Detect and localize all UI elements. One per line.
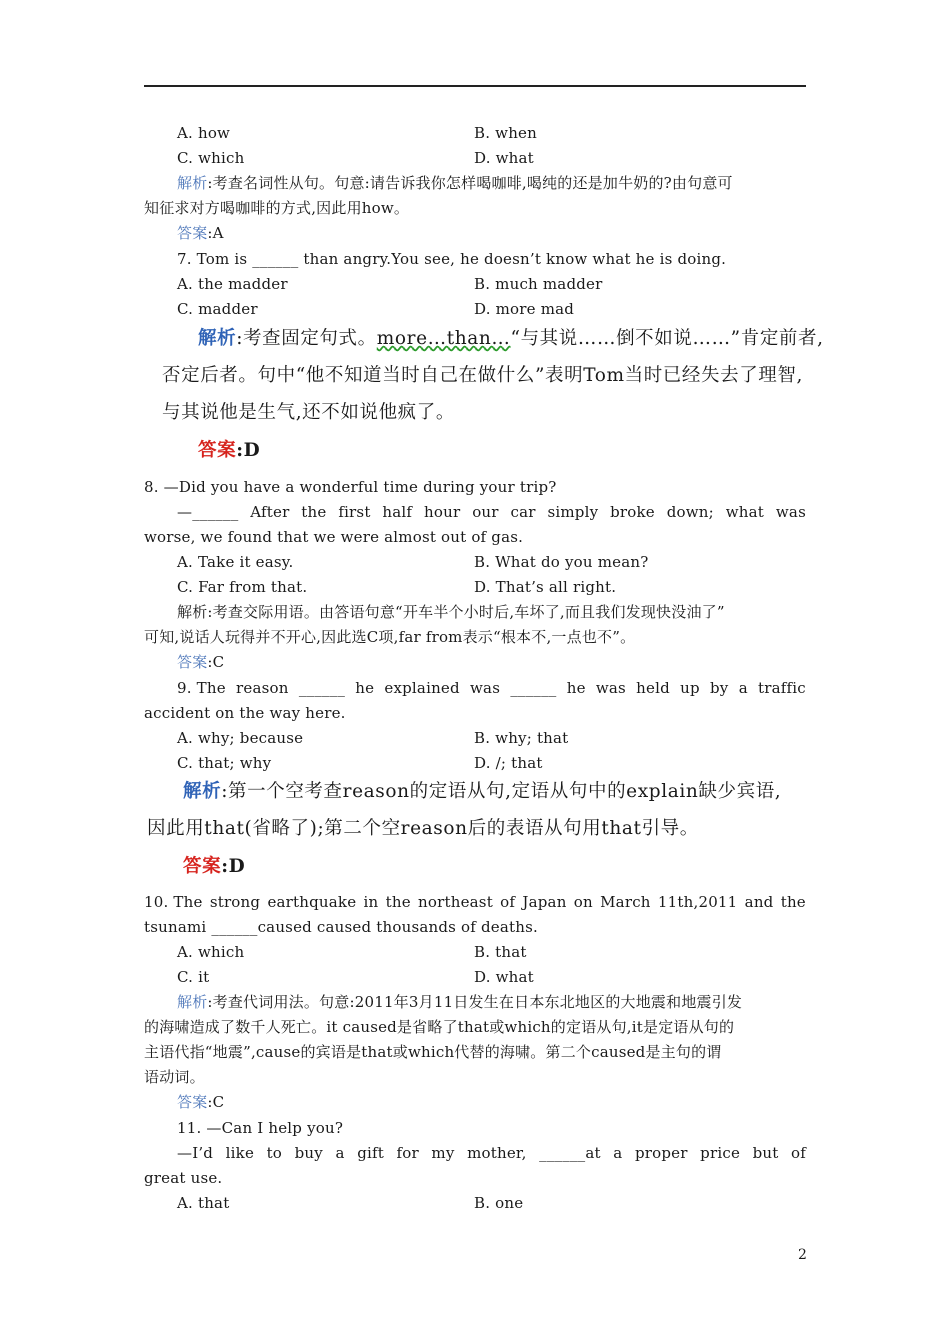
q9-answer: 答案:D — [183, 856, 246, 877]
q6-analysis-line-2: 知征求对方喝咖啡的方式,因此用how。 — [144, 199, 410, 217]
q6-option-c: C. which — [177, 149, 245, 167]
q10-option-c: C. it — [177, 968, 210, 986]
q8-option-b: B. What do you mean? — [474, 553, 649, 571]
q7-analysis-line-3: 与其说他是生气,还不如说他疯了。 — [162, 402, 455, 423]
q7-answer: 答案:D — [198, 440, 261, 461]
q9-analysis-line-1: 解析:第一个空考查reason的定语从句,定语从句中的explain缺少宾语, — [183, 781, 782, 802]
q11-option-a: A. that — [177, 1194, 230, 1212]
q6-option-d: D. what — [474, 149, 534, 167]
q9-option-a: A. why; because — [177, 729, 304, 747]
q8-analysis-line-2: 可知,说话人玩得并不开心,因此选C项,far from表示“根本不,一点也不”。 — [144, 628, 636, 646]
q10-analysis-line-2: 的海啸造成了数千人死亡。it caused是省略了that或which的定语从句,it是定语从句的 — [144, 1018, 735, 1036]
q9-answer-label: 答案 — [183, 856, 222, 877]
q7-stem: 7. Tom is ______ than angry.You see, he doesn’t know what he is doing. — [177, 250, 727, 268]
q10-option-a: A. which — [177, 943, 245, 961]
q10-analysis-line-1: 解析:考查代词用法。句意:2011年3月11日发生在日本东北地区的大地震和地震引发 — [177, 993, 743, 1011]
q8-option-c: C. Far from that. — [177, 578, 308, 596]
q6-option-a: A. how — [177, 124, 231, 142]
q10-option-d: D. what — [474, 968, 534, 986]
q11-stem-line-2: —I’d like to buy a gift for my mother, ______at a proper price but of — [177, 1144, 806, 1162]
q8-option-a: A. Take it easy. — [177, 553, 294, 571]
q7-analysis-label: 解析 — [198, 328, 237, 349]
q11-stem-line-3: great use. — [144, 1169, 223, 1187]
q9-option-b: B. why; that — [474, 729, 569, 747]
page-number: 2 — [798, 1247, 807, 1263]
q7-analysis-line-1: 解析:考查固定句式。more…than…“与其说……倒不如说……”肯定前者, — [198, 328, 824, 349]
q8-stem-line-2: —______ After the first half hour our car simply broke down; what was — [177, 503, 806, 521]
q9-option-d: D. /; that — [474, 754, 543, 772]
q10-analysis-line-3: 主语代指“地震”,cause的宾语是that或which代替的海啸。第二个caused是主句的谓 — [144, 1043, 722, 1061]
q6-analysis-line-1: 解析:考查名词性从句。句意:请告诉我你怎样喝咖啡,喝纯的还是加牛奶的?由句意可 — [177, 174, 733, 192]
q8-analysis-line-1: 解析:考查交际用语。由答语句意“开车半个小时后,车坏了,而且我们发现快没油了” — [177, 603, 725, 621]
q10-stem-line-2: tsunami ______caused caused thousands of deaths. — [144, 918, 538, 936]
q8-stem-line-3: worse, we found that we were almost out of gas. — [144, 528, 524, 546]
q10-analysis-line-4: 语动词。 — [144, 1068, 205, 1086]
q11-option-b: B. one — [474, 1194, 524, 1212]
q11-stem-line-1: 11. —Can I help you? — [177, 1119, 344, 1137]
q7-option-c: C. madder — [177, 300, 258, 318]
q7-option-d: D. more mad — [474, 300, 575, 318]
q10-stem-line-1: 10. The strong earthquake in the northeast of Japan on March 11th,2011 and the — [144, 893, 806, 911]
q10-answer-label: 答案 — [177, 1093, 208, 1111]
q10-answer: 答案:C — [177, 1093, 225, 1111]
q8-stem-line-1: 8. —Did you have a wonderful time during your trip? — [144, 478, 557, 496]
q7-analysis-line-2: 否定后者。句中“他不知道当时自己在做什么”表明Tom当时已经失去了理智, — [162, 365, 803, 386]
q7-option-b: B. much madder — [474, 275, 603, 293]
q10-option-b: B. that — [474, 943, 527, 961]
q7-option-a: A. the madder — [177, 275, 288, 293]
header-rule — [144, 85, 806, 87]
q6-option-b: B. when — [474, 124, 537, 142]
q8-answer: 答案:C — [177, 653, 225, 671]
q8-option-d: D. That’s all right. — [474, 578, 617, 596]
q6-answer-label: 答案 — [177, 224, 208, 242]
q7-more-than-phrase: more…than… — [376, 328, 511, 349]
q8-answer-label: 答案 — [177, 653, 208, 671]
q9-stem-line-1: 9. The reason ______ he explained was ______ he was held up by a traffic — [177, 679, 806, 697]
q10-analysis-label: 解析 — [177, 993, 208, 1011]
q9-analysis-line-2: 因此用that(省略了);第二个空reason后的表语从句用that引导。 — [147, 818, 699, 839]
q9-option-c: C. that; why — [177, 754, 272, 772]
q6-answer: 答案:A — [177, 224, 224, 242]
q9-stem-line-2: accident on the way here. — [144, 704, 346, 722]
q9-analysis-label: 解析 — [183, 781, 222, 802]
q7-answer-label: 答案 — [198, 440, 237, 461]
q6-analysis-label: 解析 — [177, 174, 208, 192]
